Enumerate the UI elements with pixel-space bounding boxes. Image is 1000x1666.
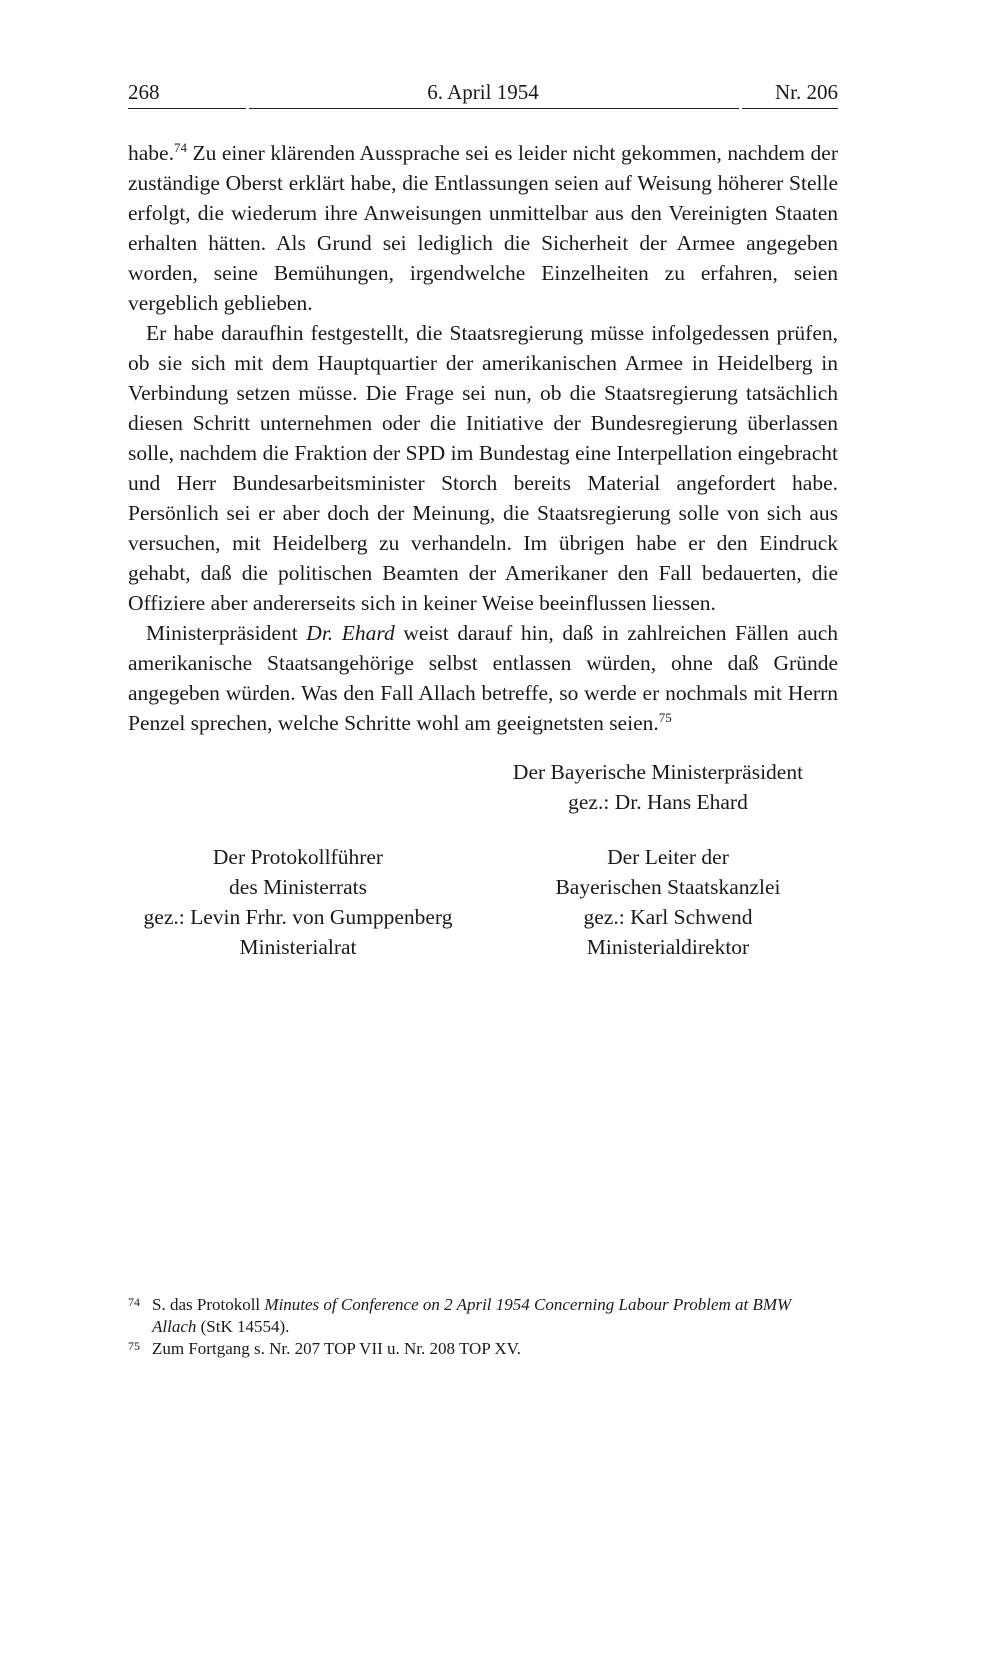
signature-minister-president	[488, 757, 828, 817]
signature-rank: Ministerialrat	[239, 935, 357, 959]
header-date: 6. April 1954	[427, 80, 539, 104]
signature-protocol-keeper	[128, 842, 468, 962]
header-rule	[742, 108, 838, 109]
footnote-number: 75	[128, 1339, 140, 1353]
body-text	[128, 138, 838, 738]
paragraph: habe.$^{74}$ Zu einer klärenden Aussprache sei es leider nicht gekommen, nachdem der zuständige Oberst erklärt habe, die Entlassungen seien auf Weisung höherer Stelle erfolgt, die wiederum ihre Anweisungen unmittelbar aus den Vereinigten Staaten erhalten hätten. Als Grund sei lediglich die Sicherheit der Armee angegeben worden, seine Bemühungen, irgendwelche Einzelheiten zu erfahren, seien vergeblich geblieben.	[128, 140, 838, 315]
signature-rank: Ministerialdirektor	[586, 935, 750, 959]
signature-name: gez.: Levin Frhr. von Gumppenberg	[143, 905, 453, 929]
signature-title: Der Bayerische Ministerpräsident	[512, 760, 804, 784]
document-title: Minutes of Conference on 2 April 1954 Concerning Labour Problem at BMW Allach	[152, 1295, 792, 1336]
signature-title: Bayerischen Staatskanzlei	[555, 875, 781, 899]
signature-chancellery-head	[498, 842, 838, 962]
paragraph: Ministerpräsident Dr. Ehard weist darauf hin, daß in zahlreichen Fällen auch amerikanische Staatsangehörige selbst entlassen würden, ohne daß Gründe angegeben würden. Was den Fall Allach betreffe, so werde er nochmals mit Herrn Penzel sprechen, welche Schritte wohl am geeignetsten seien.$^{75}$	[128, 621, 839, 735]
signature-title: Der Leiter der	[607, 845, 729, 869]
footnote: 74 S. das Protokoll Minutes of Conference on 2 April 1954 Concerning Labour Problem at BMW Allach (StK 14554).	[128, 1294, 838, 1338]
signature-title: des Ministerrats	[229, 875, 367, 899]
signature-name: gez.: Karl Schwend	[583, 905, 753, 929]
footnote-ref[interactable]: 74	[173, 140, 187, 155]
footnote: 75 Zum Fortgang s. Nr. 207 TOP VII u. Nr. 208 TOP XV.	[128, 1338, 838, 1360]
signature-title: Der Protokollführer	[212, 845, 384, 869]
footnote-number: 74	[128, 1295, 140, 1309]
footnote-ref[interactable]: 75	[658, 710, 672, 725]
document-number: Nr. 206	[775, 80, 838, 104]
running-header	[128, 78, 838, 110]
header-rule	[249, 108, 739, 109]
speaker-name: Dr. Ehard	[306, 621, 395, 645]
header-rule	[128, 108, 246, 109]
signature-name: gez.: Dr. Hans Ehard	[568, 790, 748, 814]
page-number: 268	[128, 80, 160, 104]
paragraph: Er habe daraufhin festgestellt, die Staatsregierung müsse infolgedessen prüfen, ob sie sich mit dem Hauptquartier der amerikanischen Armee in Heidelberg in Verbindung setzen müsse. Die Frage sei nun, ob die Staatsregierung tatsächlich diesen Schritt unternehmen oder die Initiative der Bundesregierung überlassen solle, nachdem die Fraktion der SPD im Bundestag eine Interpellation eingebracht und Herr Bundesarbeitsminister Storch bereits Material angefordert habe. Persönlich sei er aber doch der Meinung, die Staatsregierung solle von sich aus versuchen, mit Heidelberg zu verhandeln. Im übrigen habe er den Eindruck gehabt, daß die politischen Beamten der Amerikaner den Fall bedauerten, die Offiziere aber andererseits sich in keiner Weise beeinflussen liessen.	[128, 321, 838, 615]
footnotes	[128, 1294, 838, 1360]
